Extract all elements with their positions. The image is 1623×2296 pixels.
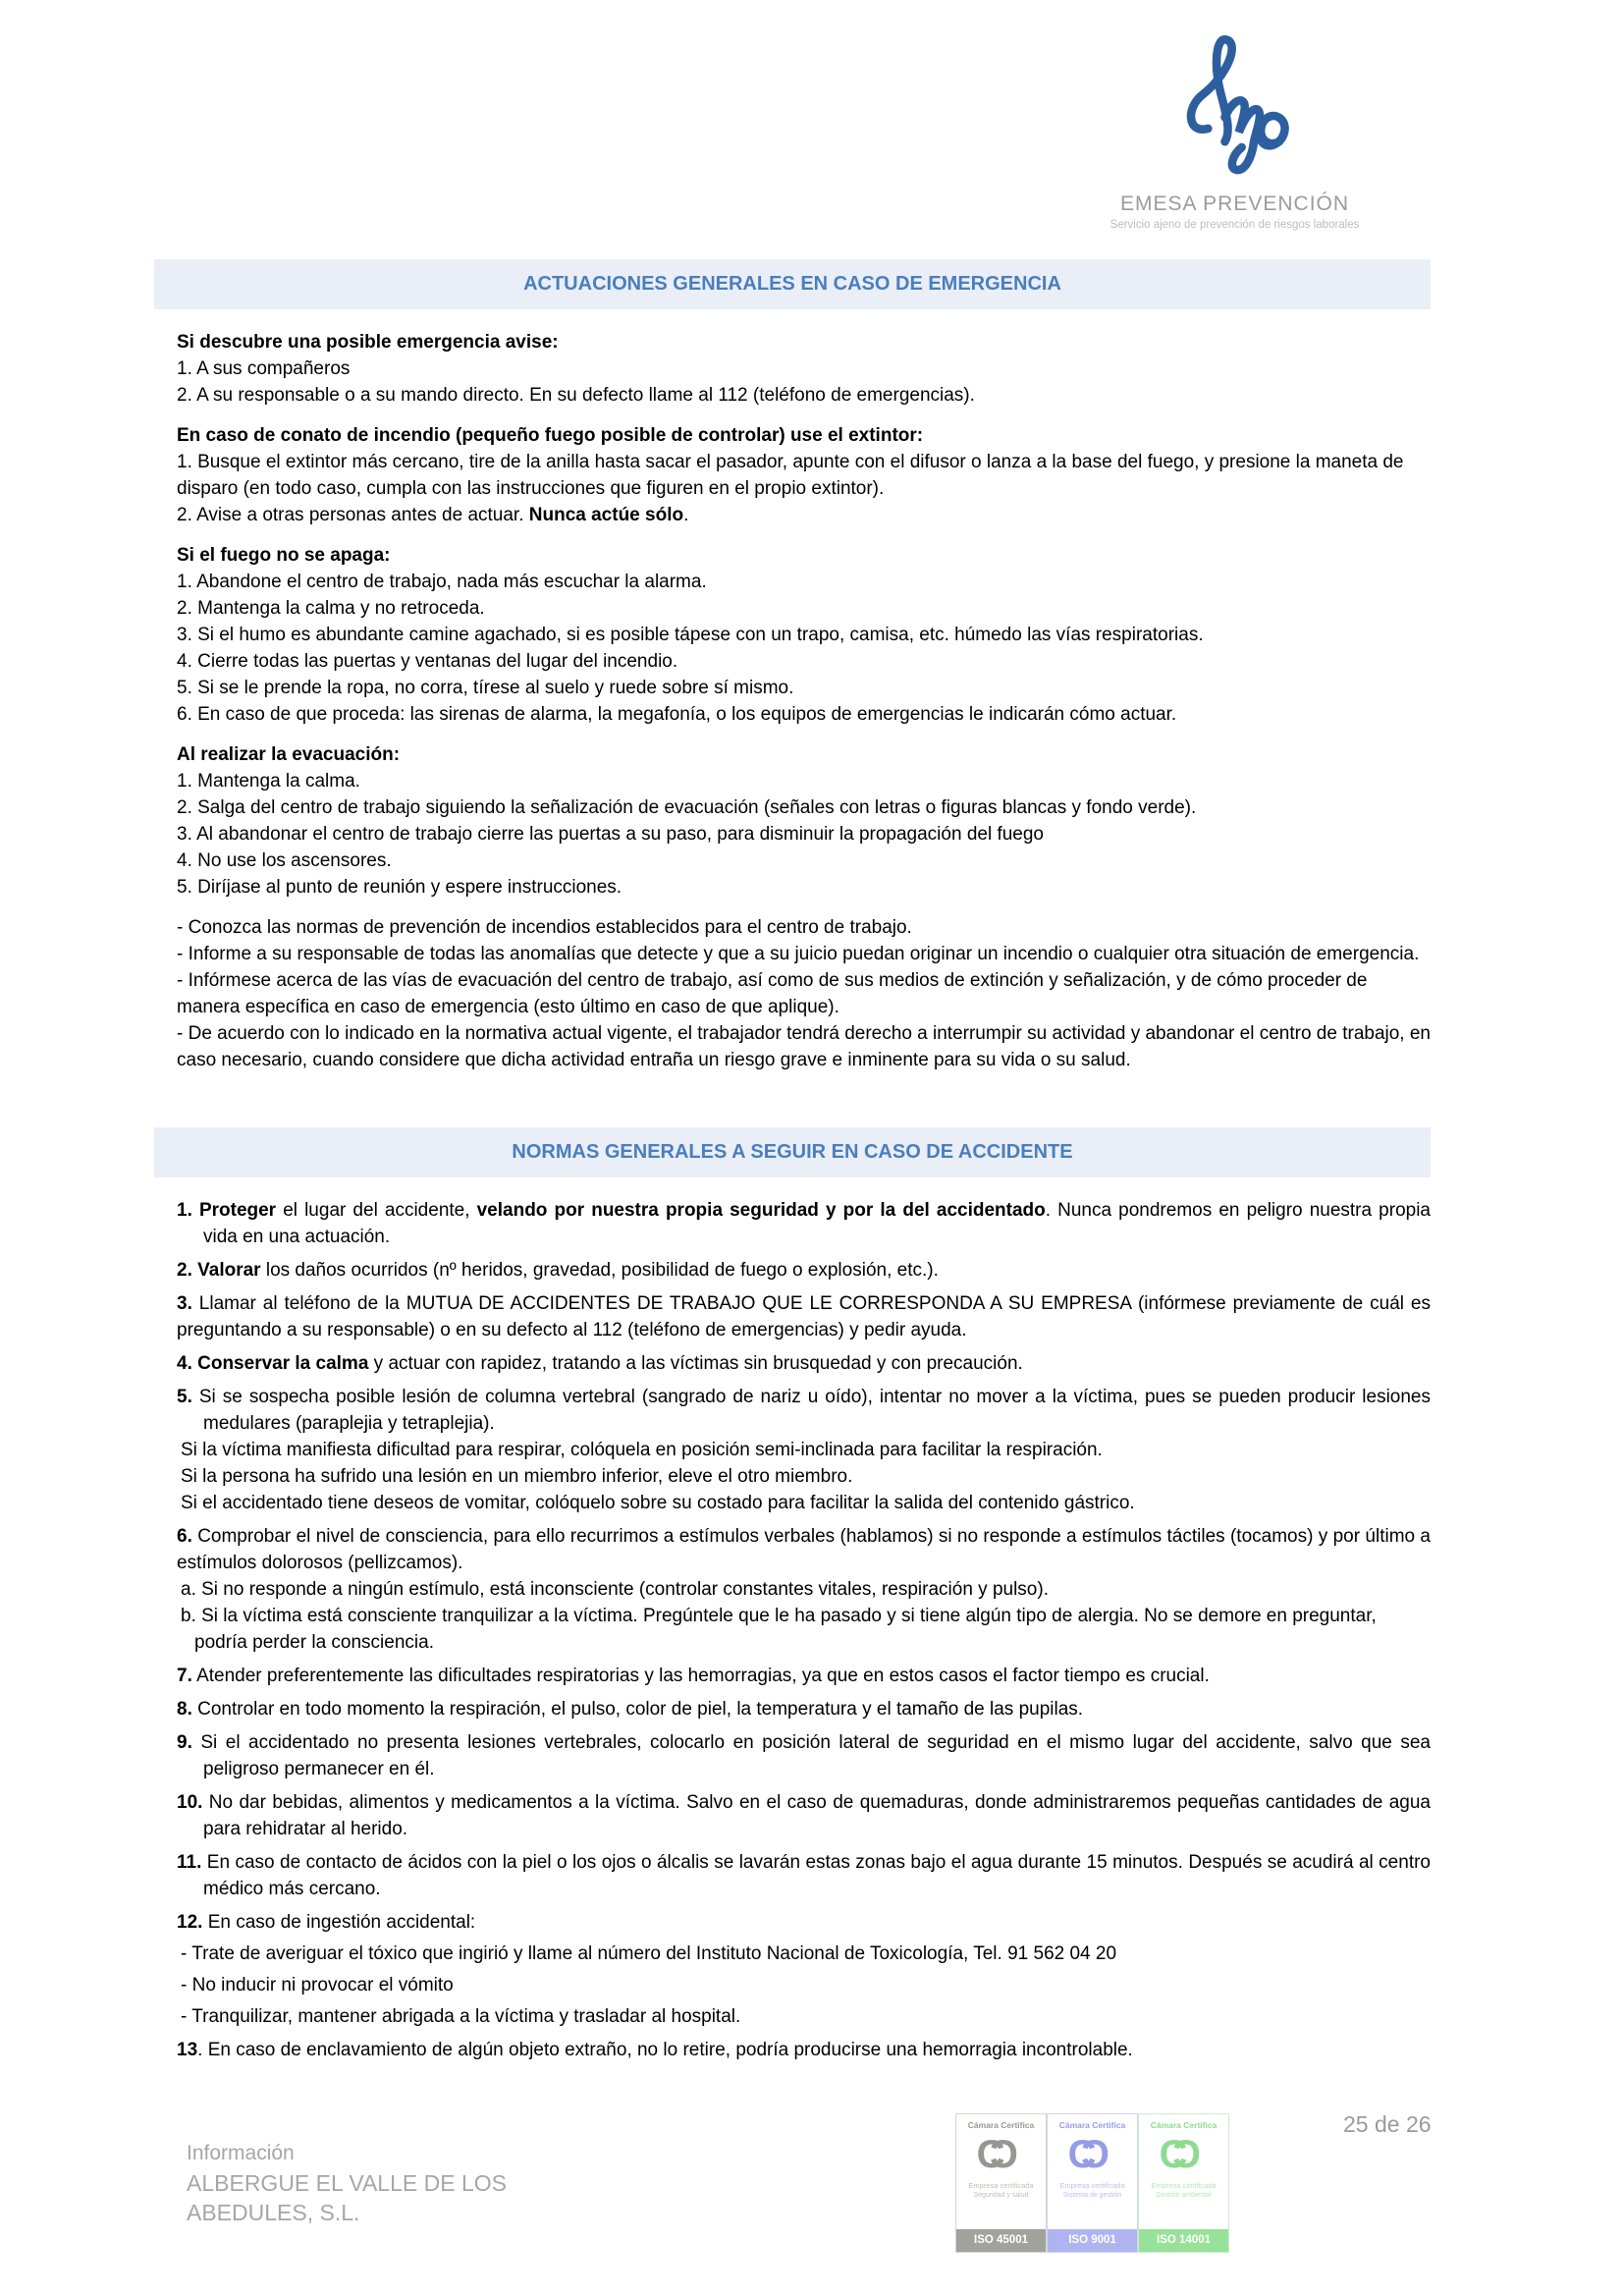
text-line: - No inducir ni provocar el vómito (181, 1975, 454, 1995)
text-line: 3. Al abandonar el centro de trabajo cierre las puertas a su paso, para disminuir la propagación del fuego (177, 824, 1044, 845)
iso-9001-badge (1047, 2113, 1138, 2253)
iso-45001-badge (955, 2113, 1047, 2253)
camara-certifica-icon: CC (1067, 2133, 1109, 2176)
text-line: 13. En caso de enclavamiento de algún objeto extraño, no lo retire, podría producirse una hemorragia incontrolable. (177, 2040, 1133, 2060)
text-line: 8. Controlar en todo momento la respiración, el pulso, color de piel, la temperatura y el tamaño de las pupilas. (177, 1699, 1084, 1720)
badge-title: Cámara Certifica (1150, 2120, 1217, 2130)
footer-label: Información (187, 2142, 295, 2164)
brand-name: EMESA PREVENCIÓN (1119, 192, 1350, 215)
text-line: 3. Llamar al teléfono de la MUTUA DE ACCIDENTES DE TRABAJO QUE LE CORRESPONDA A SU EMPRESA (infórmese previamente de cuál es preguntando a su responsable) o en su defecto al 112 (teléfono de emergencias) y pedir ayuda. (177, 1293, 1431, 1340)
paragraph-heading: Si descubre una posible emergencia avise: (177, 332, 559, 353)
text-line: 2. Mantenga la calma y no retroceda. (177, 598, 485, 619)
text-line: 7. Atender preferentemente las dificultades respiratorias y las hemorragias, ya que en estos casos el factor tiempo es crucial. (177, 1666, 1210, 1686)
badge-scheme: Sistema de gestión (1062, 2192, 1122, 2199)
camara-certifica-icon: CC (1159, 2133, 1201, 2176)
text-line: Si el accidentado tiene deseos de vomitar, colóquelo sobre su costado para facilitar la salida del contenido gástrico. (181, 1493, 1135, 1513)
camara-certifica-icon: CC (976, 2133, 1018, 2176)
text-line: - De acuerdo con lo indicado en la normativa actual vigente, el trabajador tendrá derecho a interrumpir su actividad y abandonar el centro de trabajo, en caso necesario, cuando considere que dicha actividad entraña un riesgo grave e inminente para su vida o su salud. (177, 1023, 1431, 1070)
text-line: 1. A sus compañeros (177, 358, 351, 379)
text-line: 12. En caso de ingestión accidental: (177, 1912, 476, 1933)
section-title-accidente: NORMAS GENERALES A SEGUIR EN CASO DE ACCIDENTE (154, 1127, 1431, 1177)
text-line: 1. Proteger el lugar del accidente, velando por nuestra propia seguridad y por la del accidentado. Nunca pondremos en peligro nuestra propia vida en una actuación. (177, 1200, 1431, 1247)
text-line: 4. Cierre todas las puertas y ventanas del lugar del incendio. (177, 651, 678, 672)
text-line: 2. Valorar los daños ocurridos (nº heridos, gravedad, posibilidad de fuego o explosión, etc.). (177, 1260, 939, 1281)
paragraph-heading: En caso de conato de incendio (pequeño fuego posible de controlar) use el extintor: (177, 425, 924, 446)
text-line: 10. No dar bebidas, alimentos y medicamentos a la víctima. Salvo en el caso de quemaduras, donde administraremos pequeñas cantidades de agua para rehidratar al herido. (177, 1792, 1431, 1839)
badge-scheme: Seguridad y salud (973, 2192, 1029, 2199)
text-line: - Infórmese acerca de las vías de evacuación del centro de trabajo, así como de sus medios de extinción y señalización, y de cómo proceder de manera específica en caso de emergencia (esto último en caso de que aplique). (177, 970, 1368, 1017)
section-emergencia (154, 329, 1431, 1073)
company-name-line2: ABEDULES, S.L. (187, 2200, 360, 2225)
text-line: 2. Avise a otras personas antes de actuar. Nunca actúe sólo. (177, 505, 689, 525)
text-line: Si la persona ha sufrido una lesión en un miembro inferior, eleve el otro miembro. (181, 1466, 853, 1487)
footer-company-info (187, 2139, 507, 2227)
text-line: 1. Busque el extintor más cercano, tire de la anilla hasta sacar el pasador, apunte con el difusor o lanza a la base del fuego, y presione la maneta de disparo (en todo caso, cumpla con las instrucciones que figuren en el propio extintor). (177, 452, 1404, 499)
text-line (177, 901, 1431, 914)
text-line: - Trate de averiguar el tóxico que ingirió y llame al número del Instituto Nacional de Toxicología, Tel. 91 562 04 20 (181, 1943, 1117, 1964)
section-title-emergencia: ACTUACIONES GENERALES EN CASO DE EMERGENCIA (154, 259, 1431, 309)
badge-title: Cámara Certifica (1058, 2120, 1126, 2130)
text-line: 1. Mantenga la calma. (177, 771, 360, 792)
text-line: 5. Si se le prende la ropa, no corra, tírese al suelo y ruede sobre sí mismo. (177, 678, 794, 698)
badge-subtitle: Empresa certificada (968, 2181, 1034, 2190)
emesa-script-icon (1174, 27, 1296, 185)
badge-iso-label: ISO 9001 (1048, 2229, 1137, 2252)
text-line: a. Si no responde a ningún estímulo, está inconsciente (controlar constantes vitales, respiración y pulso). (181, 1579, 1049, 1600)
badge-subtitle: Empresa certificada (1059, 2181, 1125, 2190)
text-line: 2. Salga del centro de trabajo siguiendo la señalización de evacuación (señales con letras o figuras blancas y fondo verde). (177, 797, 1197, 818)
emesa-logo (1085, 27, 1384, 231)
badge-iso-label: ISO 45001 (956, 2229, 1046, 2252)
text-line: 6. En caso de que proceda: las sirenas de alarma, la megafonía, o los equipos de emergencias le indicarán cómo actuar. (177, 704, 1177, 725)
paragraph-heading: Al realizar la evacuación: (177, 744, 401, 765)
text-line: - Tranquilizar, mantener abrigada a la víctima y trasladar al hospital. (181, 2006, 741, 2027)
text-line: 5. Diríjase al punto de reunión y espere instrucciones. (177, 877, 622, 898)
badge-title: Cámara Certifica (967, 2120, 1035, 2130)
text-line: - Informe a su responsable de todas las anomalías que detecte y que a su juicio puedan originar un incendio o cualquier otra situación de emergencia. (177, 944, 1420, 964)
section-accidente (154, 1197, 1431, 2063)
document-body (154, 259, 1431, 2063)
text-line: - Conozca las normas de prevención de incendios establecidos para el centro de trabajo. (177, 917, 912, 938)
badge-scheme: Gestión ambiental (1156, 2192, 1212, 2199)
text-line: 4. No use los ascensores. (177, 850, 392, 871)
iso-14001-badge (1138, 2113, 1229, 2253)
badge-subtitle: Empresa certificada (1151, 2181, 1217, 2190)
text-line: 5. Si se sospecha posible lesión de columna vertebral (sangrado de nariz u oído), intentar no mover a la víctima, pues se pueden producir lesiones medulares (paraplejia y tetraplejia). (177, 1387, 1431, 1434)
badge-iso-label: ISO 14001 (1139, 2229, 1228, 2252)
paragraph-heading: Si el fuego no se apaga: (177, 545, 391, 566)
brand-tagline: Servicio ajeno de prevención de riesgos laborales (1109, 219, 1360, 231)
company-name-line1: ALBERGUE EL VALLE DE LOS (187, 2170, 507, 2196)
text-line: 1. Abandone el centro de trabajo, nada más escuchar la alarma. (177, 572, 707, 592)
text-line: 4. Conservar la calma y actuar con rapidez, tratando a las víctimas sin brusquedad y con precaución. (177, 1353, 1023, 1374)
text-line: 2. A su responsable o a su mando directo. En su defecto llame al 112 (teléfono de emergencias). (177, 385, 975, 406)
page-number: 25 de 26 (1343, 2111, 1432, 2137)
text-line: Si la víctima manifiesta dificultad para respirar, colóquela en posición semi-inclinada para facilitar la respiración. (181, 1440, 1103, 1460)
text-line: b. Si la víctima está consciente tranquilizar a la víctima. Pregúntele que le ha pasado y si tiene algún tipo de alergia. No se demore en preguntar, podría perder la consciencia. (181, 1606, 1377, 1653)
text-line: 11. En caso de contacto de ácidos con la piel o los ojos o álcalis se lavarán estas zonas bajo el agua durante 15 minutos. Después se acudirá al centro médico más cercano. (177, 1852, 1431, 1899)
certification-badges (955, 2113, 1229, 2253)
text-line: 6. Comprobar el nivel de consciencia, para ello recurrimos a estímulos verbales (hablamos) si no responde a estímulos táctiles (tocamos) y por último a estímulos dolorosos (pellizcamos). (177, 1526, 1431, 1573)
text-line: 3. Si el humo es abundante camine agachado, si es posible tápese con un trapo, camisa, etc. húmedo las vías respiratorias. (177, 625, 1204, 645)
text-line: 9. Si el accidentado no presenta lesiones vertebrales, colocarlo en posición lateral de seguridad en el mismo lugar del accidente, salvo que sea peligroso permanecer en él. (177, 1732, 1431, 1779)
